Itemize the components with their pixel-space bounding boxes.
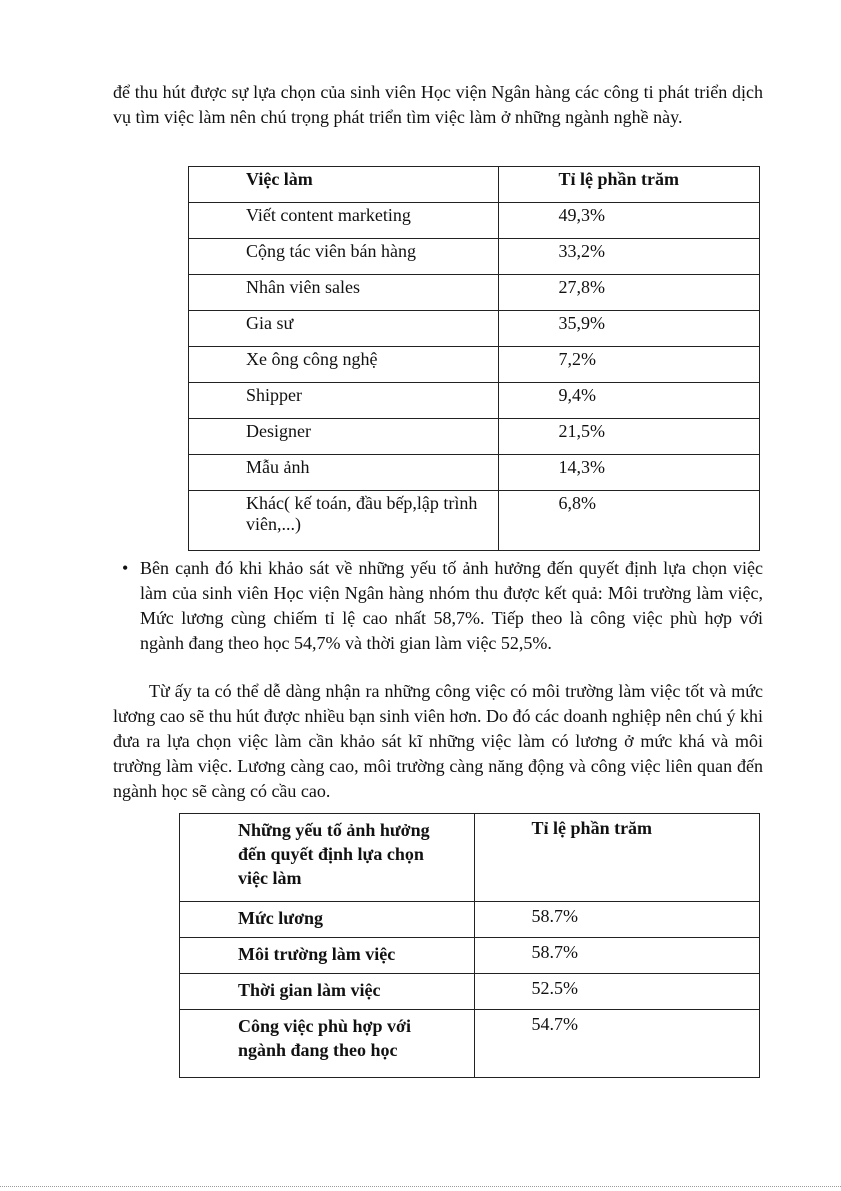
table-row — [180, 974, 760, 1010]
table-row — [189, 347, 760, 383]
table-row — [189, 275, 760, 311]
job-cell: Shipper — [189, 383, 499, 419]
factor-cell: Môi trường làm việc — [180, 938, 475, 974]
factors-table — [179, 813, 760, 1078]
percent-cell: 9,4% — [499, 383, 760, 419]
percent-cell: 54.7% — [474, 1010, 759, 1078]
job-column-header: Việc làm — [189, 167, 499, 203]
factor-cell: Mức lương — [180, 902, 475, 938]
page-bottom-divider — [0, 1186, 841, 1188]
table-header-row — [180, 814, 760, 902]
table-row — [189, 455, 760, 491]
table-row — [180, 938, 760, 974]
factor-cell: Công việc phù hợp với ngành đang theo học — [180, 1010, 475, 1078]
table-row — [189, 239, 760, 275]
percent-cell: 21,5% — [499, 419, 760, 455]
job-percentage-table — [188, 166, 760, 551]
conclusion-paragraph: Từ ấy ta có thể dễ dàng nhận ra những công việc có môi trường làm việc tốt và mức lương cao sẽ thu hút được nhiều bạn sinh viên hơn. Do đó các doanh nghiệp nên chú ý khi đưa ra lựa chọn việc làm cần khảo sát kĩ những việc làm có lương ở mức khá và môi trường làm việc. Lương càng cao, môi trường càng năng động và công việc liên quan đến ngành học sẽ càng có cầu cao. — [113, 681, 763, 801]
bullet-paragraph: Bên cạnh đó khi khảo sát về những yếu tố ảnh hưởng đến quyết định lựa chọn việc làm của sinh viên Học viện Ngân hàng nhóm thu được kết quả: Môi trường làm việc, Mức lương cùng chiếm tỉ lệ cao nhất 58,7%. Tiếp theo là công việc phù hợp với ngành đang theo học 54,7% và thời gian làm việc 52,5%. — [140, 558, 763, 653]
percent-cell: 58.7% — [474, 938, 759, 974]
bullet-icon: • — [122, 558, 129, 578]
job-cell: Mẫu ảnh — [189, 455, 499, 491]
table-row — [180, 902, 760, 938]
percent-cell: 35,9% — [499, 311, 760, 347]
bullet-item — [122, 556, 763, 656]
percent-cell: 49,3% — [499, 203, 760, 239]
intro-paragraph: để thu hút được sự lựa chọn của sinh viên Học viện Ngân hàng các công ti phát triển dịch vụ tìm việc làm nên chú trọng phát triển tìm việc làm ở những ngành nghề này. — [113, 82, 763, 127]
job-cell: Cộng tác viên bán hàng — [189, 239, 499, 275]
table-row — [189, 311, 760, 347]
job-cell: Viết content marketing — [189, 203, 499, 239]
percent-cell: 27,8% — [499, 275, 760, 311]
job-cell: Khác( kế toán, đầu bếp,lập trình viên,...) — [189, 491, 499, 551]
percent-cell: 6,8% — [499, 491, 760, 551]
percent-cell: 14,3% — [499, 455, 760, 491]
job-cell: Gia sư — [189, 311, 499, 347]
table-row — [180, 1010, 760, 1078]
factor-column-header: Những yếu tố ảnh hưởng đến quyết định lựa chọn việc làm — [180, 814, 475, 902]
table-row — [189, 491, 760, 551]
percent-cell: 7,2% — [499, 347, 760, 383]
table-row — [189, 383, 760, 419]
percent-column-header: Tỉ lệ phần trăm — [474, 814, 759, 902]
job-cell: Xe ông công nghệ — [189, 347, 499, 383]
table-row — [189, 203, 760, 239]
percent-column-header: Tỉ lệ phần trăm — [499, 167, 760, 203]
table-row — [189, 419, 760, 455]
table-header-row — [189, 167, 760, 203]
factor-cell: Thời gian làm việc — [180, 974, 475, 1010]
percent-cell: 52.5% — [474, 974, 759, 1010]
percent-cell: 58.7% — [474, 902, 759, 938]
job-cell: Nhân viên sales — [189, 275, 499, 311]
job-cell: Designer — [189, 419, 499, 455]
percent-cell: 33,2% — [499, 239, 760, 275]
